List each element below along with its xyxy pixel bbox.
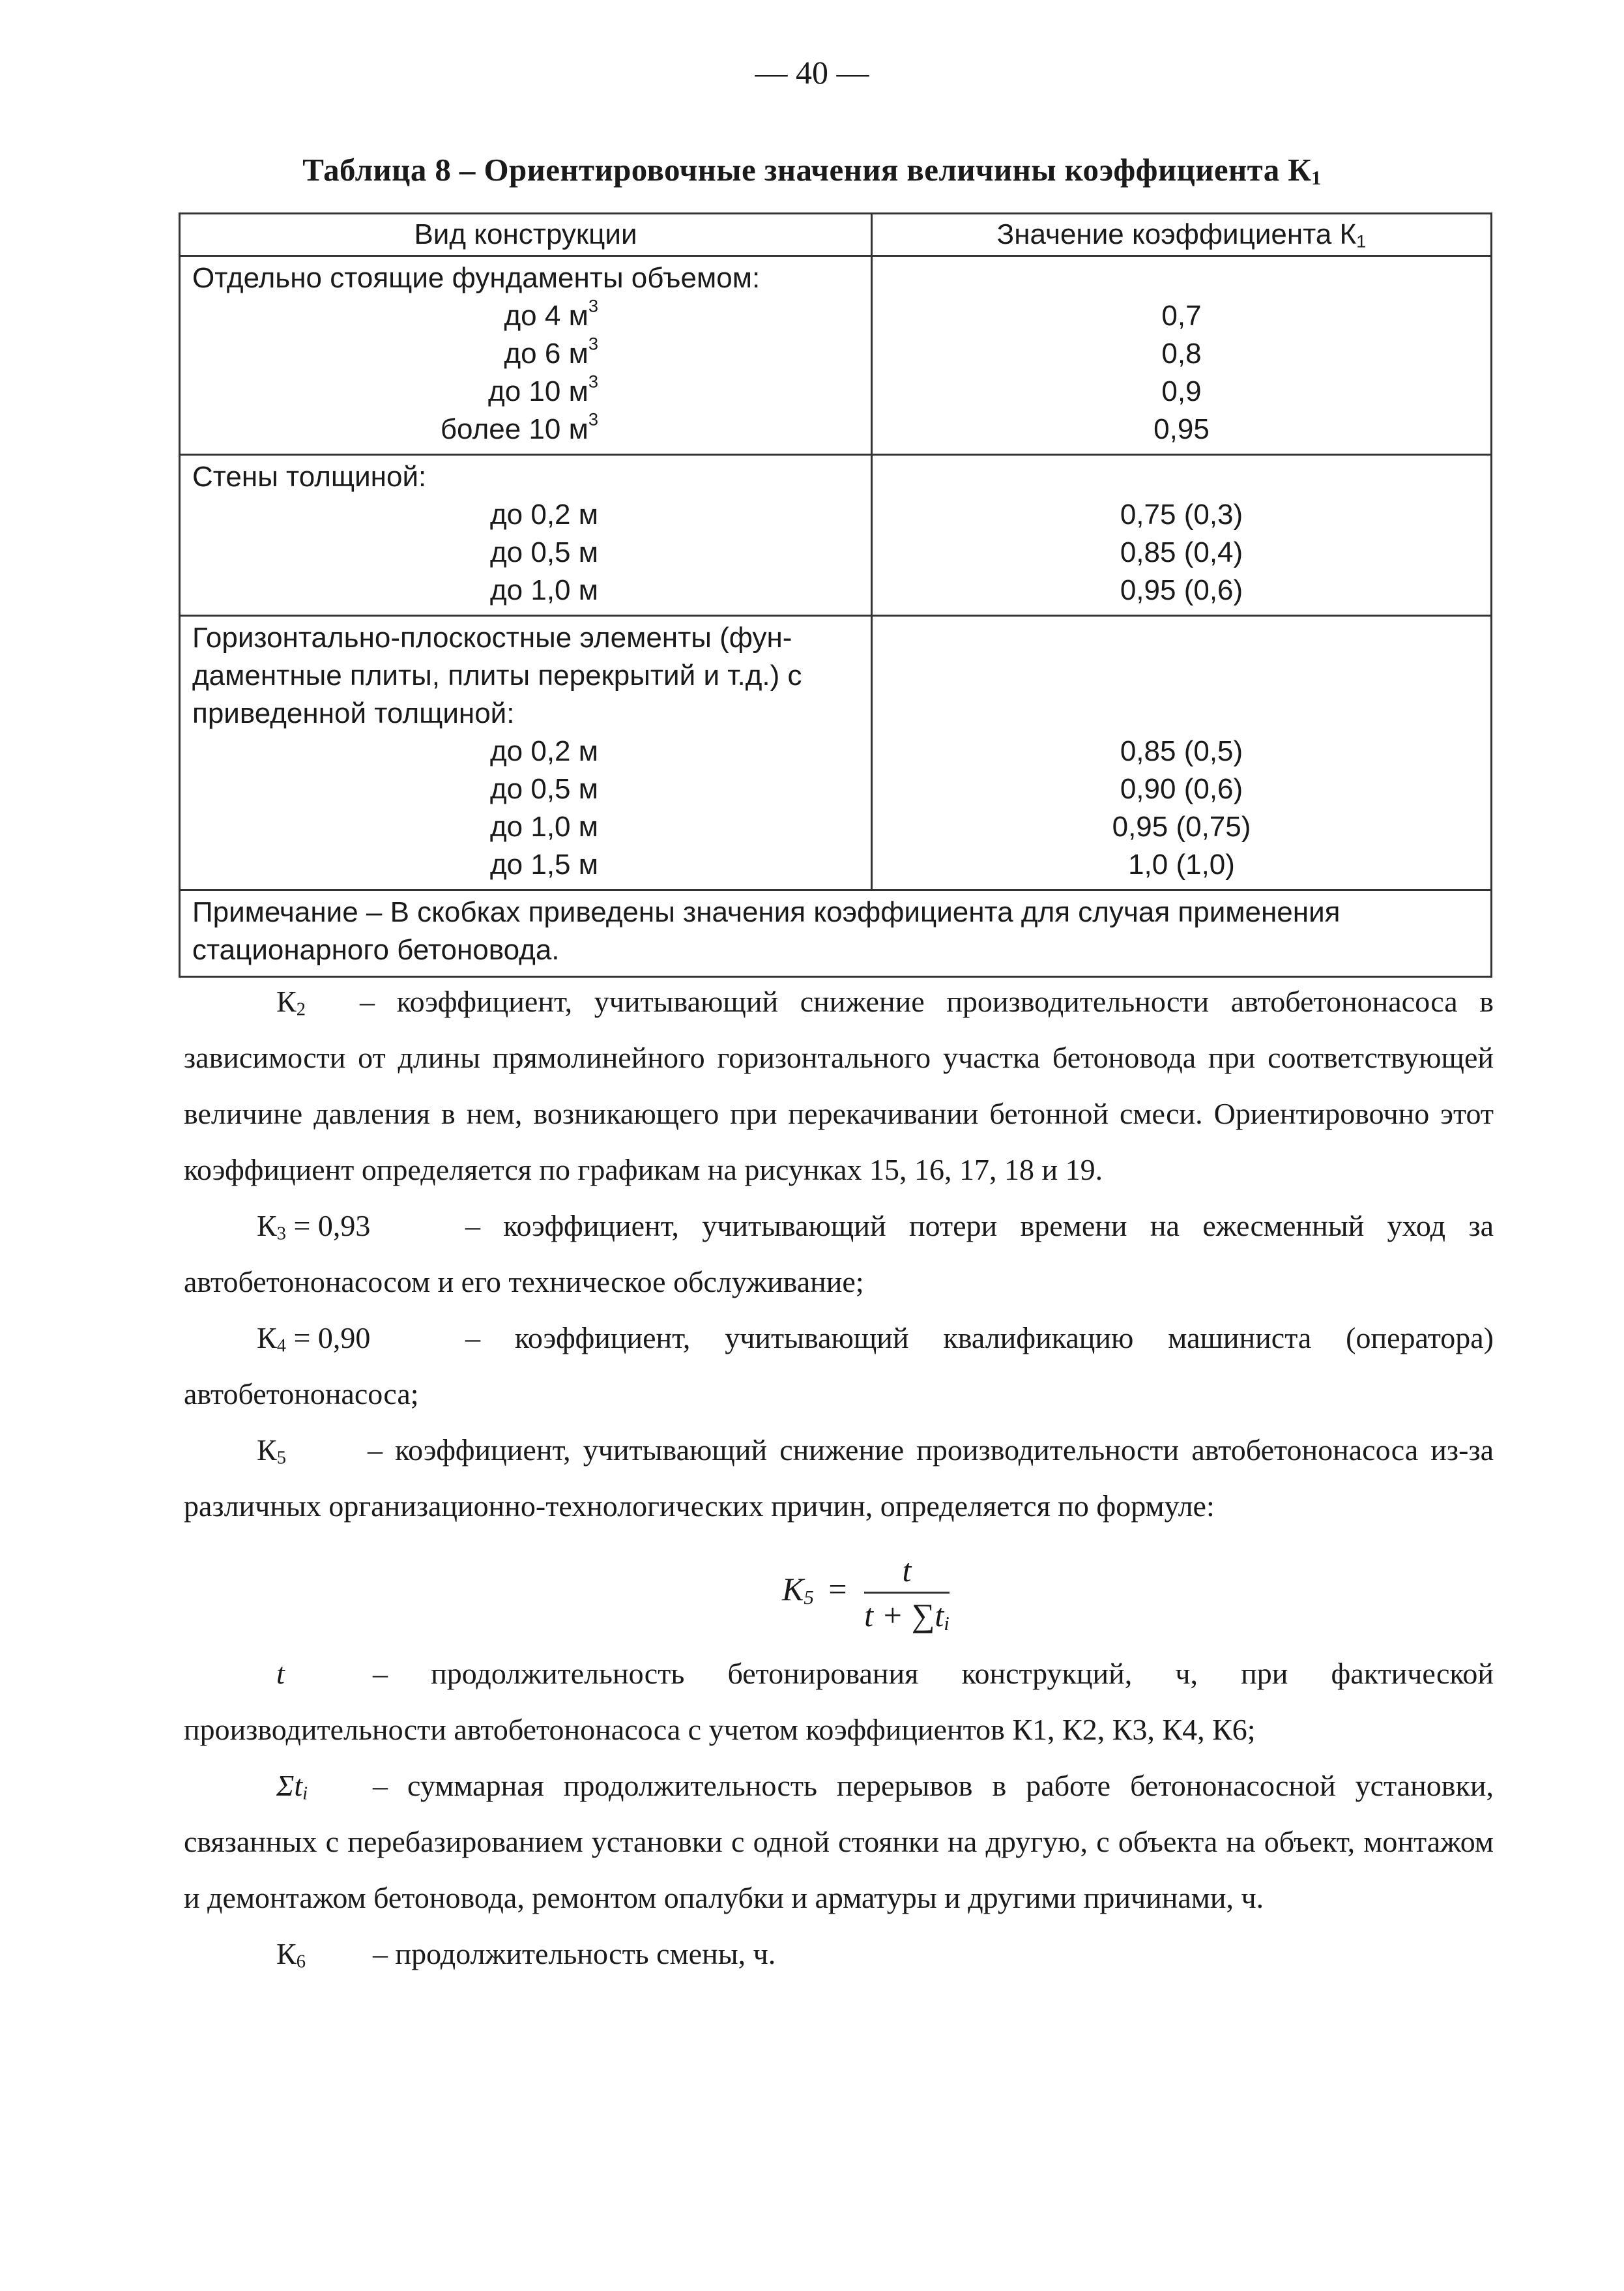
item-text: до 4 м (504, 300, 588, 332)
item-name: до 1,0 м (489, 574, 598, 606)
table-title-text: Таблица 8 – Ориентировочные значения величины коэффициента К (302, 152, 1312, 188)
item-name (192, 411, 859, 448)
item-text: до 6 м (504, 338, 588, 370)
table-row (180, 616, 1492, 890)
symbol-text: Σt (276, 1769, 303, 1802)
symbol-equation: = 0,93 (285, 1209, 371, 1242)
col1-header: Вид конструкции (180, 214, 872, 256)
item-value: 0,8 (1161, 338, 1202, 370)
item-superscript: 3 (588, 333, 598, 354)
formula-numerator: t (864, 1551, 950, 1594)
symbol-text: К (257, 1321, 277, 1354)
group-label: Горизонтально-плоскостные элементы (фун- (192, 622, 792, 654)
symbol-text: К (257, 1209, 277, 1242)
symbol-subscript: 3 (276, 1223, 286, 1244)
definition-text: – коэффициент, учитывающий потери времени на ежесменный уход за автобетононасосом и его техническое обслуживание; (184, 1209, 1494, 1298)
item-name: до 0,2 м (489, 735, 598, 767)
definition-t (184, 1646, 1494, 1758)
table-title-subscript: 1 (1311, 167, 1322, 190)
symbol-text: К (276, 985, 297, 1018)
group-label: Отдельно стоящие фундаменты объемом: (192, 262, 761, 294)
table-row (180, 455, 1492, 616)
table-note-row (180, 890, 1492, 977)
item-value: 0,75 (0,3) (1120, 499, 1243, 531)
item-value: 0,85 (0,5) (1120, 735, 1243, 767)
formula-denominator (864, 1594, 950, 1634)
definition-text: – коэффициент, учитывающий квалификацию машиниста (оператора) автобетононасоса; (184, 1321, 1494, 1410)
empty-line (873, 657, 1490, 695)
empty-line (873, 695, 1490, 733)
symbol-k2 (276, 974, 360, 1030)
symbol-k3 (257, 1198, 465, 1254)
coefficient-table (179, 212, 1492, 978)
item-name: до 1,5 м (489, 849, 598, 881)
symbol-equation: = 0,90 (285, 1321, 371, 1354)
formula-fraction (864, 1551, 950, 1634)
item-name: до 1,0 м (489, 811, 598, 843)
definition-text: – суммарная продолжительность перерывов в работе бетононасосной установки, связанных с перебазированием установки с одной стоянки на другую, с объекта на объект, монтажом и демонтажом бетоновода, ремонтом опалубки и арматуры и другими причинами, ч. (184, 1769, 1494, 1914)
symbol-k6 (276, 1926, 373, 1982)
item-value: 0,7 (1161, 300, 1202, 332)
item-text: более 10 м (440, 413, 588, 445)
col2-header (872, 214, 1492, 256)
formula-lhs-subscript: 5 (804, 1586, 814, 1609)
group-walls (180, 455, 872, 616)
group-slabs (180, 616, 872, 890)
empty-line (873, 458, 1490, 496)
group-slabs-values (872, 616, 1492, 890)
formula-lhs: K (782, 1570, 804, 1607)
table-header-row (180, 214, 1492, 256)
group-walls-values (872, 455, 1492, 616)
item-value: 0,85 (0,4) (1120, 536, 1243, 568)
symbol-k5 (257, 1422, 368, 1478)
item-value: 1,0 (1,0) (1128, 849, 1235, 881)
symbol-k4 (257, 1310, 465, 1366)
item-name (192, 335, 859, 373)
item-value: 0,9 (1161, 375, 1202, 407)
page-number: — 40 — (755, 54, 869, 91)
definition-text: – продолжительность смены, ч. (373, 1937, 776, 1970)
definition-text: – коэффициент, учитывающий снижение производительности автобетононасоса в зависимости от длины прямолинейного горизонтального участка бетоновода при соответствующей величине давления в нем, возникающего при перекачивании бетонной смеси. Ориентировочно этот коэффициент определяется по графикам на рисунках 15, 16, 17, 18 и 19. (184, 985, 1494, 1186)
table-note: Примечание – В скобках приведены значения коэффициента для случая применения стационарного бетоновода. (180, 890, 1492, 977)
symbol-sum-t (276, 1758, 373, 1814)
definition-sum-t (184, 1758, 1494, 1926)
table-row (180, 256, 1492, 455)
item-name: до 0,5 м (489, 773, 598, 805)
item-value: 0,90 (0,6) (1120, 773, 1243, 805)
denominator-text: t + ∑t (864, 1597, 944, 1633)
definition-k3 (184, 1198, 1494, 1310)
item-value: 0,95 (1153, 413, 1210, 445)
item-superscript: 3 (588, 409, 598, 430)
formula-k5 (782, 1551, 950, 1634)
group-label: Стены толщиной: (192, 461, 427, 493)
symbol-t: t (276, 1657, 285, 1690)
item-value: 0,95 (0,6) (1120, 574, 1243, 606)
definition-text: – коэффициент, учитывающий снижение производительности автобетононасоса из-за различных организационно-технологических причин, определяется по формуле: (184, 1433, 1494, 1523)
definition-text: – продолжительность бетонирования конструкций, ч, при фактической производительности автобетононасоса с учетом коэффициентов К1, К2, К3, К4, К6; (184, 1657, 1494, 1746)
empty-line (873, 259, 1490, 297)
group-label: даментные плиты, плиты перекрытий и т.д.) с (192, 660, 802, 692)
definition-k6 (184, 1926, 1494, 1982)
symbol-subscript: 6 (296, 1951, 306, 1972)
symbol-subscript: 5 (276, 1448, 286, 1468)
group-label: приведенной толщиной: (192, 697, 515, 729)
symbol-text: К (257, 1433, 277, 1467)
formula-equals: = (828, 1570, 847, 1607)
definition-k5 (184, 1422, 1494, 1534)
group-foundations-values (872, 256, 1492, 455)
item-superscript: 3 (588, 295, 598, 316)
definition-k2 (184, 974, 1494, 1198)
group-foundations (180, 256, 872, 455)
col2-header-subscript: 1 (1356, 231, 1367, 252)
empty-line (873, 619, 1490, 657)
item-text: до 10 м (488, 375, 588, 407)
denominator-subscript: i (944, 1612, 950, 1635)
item-name (192, 373, 859, 411)
symbol-subscript: i (302, 1783, 308, 1804)
item-name: до 0,2 м (489, 499, 598, 531)
col2-header-text: Значение коэффициента К (996, 218, 1357, 250)
symbol-text: К (276, 1937, 297, 1970)
symbol-subscript: 2 (296, 999, 306, 1020)
item-name: до 0,5 м (489, 536, 598, 568)
item-name (192, 297, 859, 335)
table-title (0, 151, 1624, 188)
item-superscript: 3 (588, 371, 598, 392)
symbol-subscript: 4 (276, 1335, 286, 1356)
item-value: 0,95 (0,75) (1112, 811, 1251, 843)
definition-k4 (184, 1310, 1494, 1422)
